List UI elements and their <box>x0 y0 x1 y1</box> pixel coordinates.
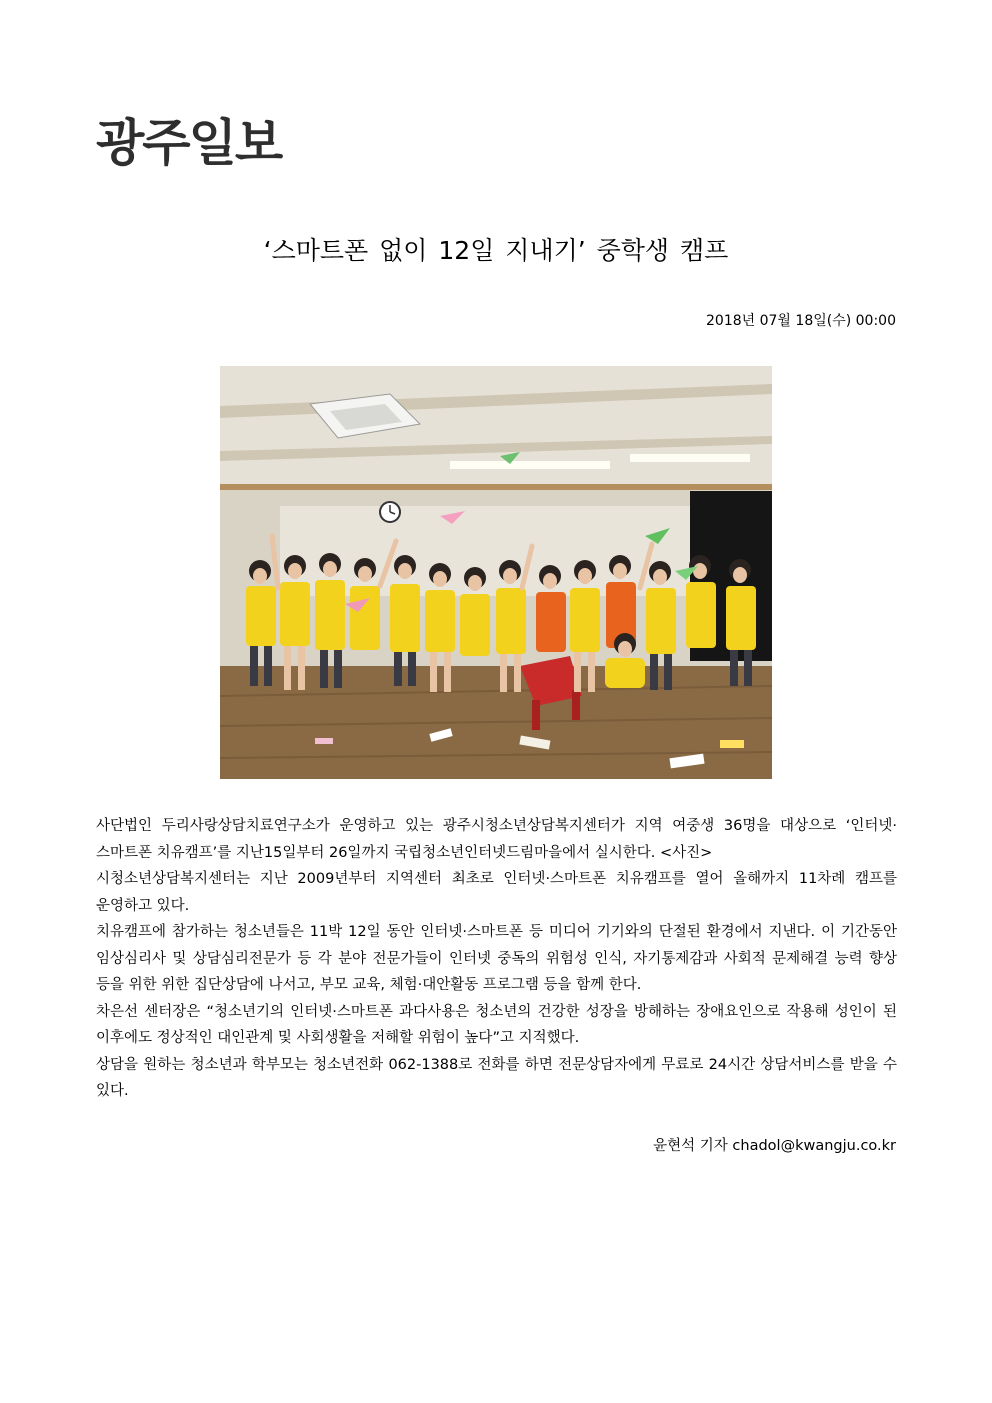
article-dateline: 2018년 07월 18일(수) 00:00 <box>706 313 896 329</box>
article-paragraph: 상담을 원하는 청소년과 학부모는 청소년전화 062-1388로 전화를 하면 전문상담자에게 무료로 24시간 상담서비스를 받을 수 있다. <box>96 1056 897 1099</box>
article-paragraph: 사단법인 두리사랑상담치료연구소가 운영하고 있는 광주시청소년상담복지센터가 지역 여중생 36명을 대상으로 ‘인터넷·스마트폰 치유캠프’를 지난15일부터 26일까지 국립청소년인터넷드림마을에서 실시한다. <사진> <box>96 818 897 861</box>
article-byline: 윤현석 기자 chadol@kwangju.co.kr <box>653 1138 896 1154</box>
newspaper-logo: 광주일보 <box>96 114 282 172</box>
group-photo-illustration <box>220 366 772 779</box>
article-paragraph: 치유캠프에 참가하는 청소년들은 11박 12일 동안 인터넷·스마트폰 등 미디어 기기와의 단절된 환경에서 지낸다. 이 기간동안 임상심리사 및 상담심리전문가 등 각 분야 전문가들이 인터넷 중독의 위험성 인식, 자기통제감과 사회적 문제해결 능력 향상 등을 위한 위한 집단상담에 나서고, 부모 교육, 체험·대안활동 프로그램 등을 함께 한다. <box>96 924 897 993</box>
article-photo <box>220 366 772 779</box>
article-paragraph: 시청소년상담복지센터는 지난 2009년부터 지역센터 최초로 인터넷·스마트폰 치유캠프를 열어 올해까지 11차례 캠프를 운영하고 있다. <box>96 871 897 914</box>
article-paragraph: 차은선 센터장은 “청소년기의 인터넷·스마트폰 과다사용은 청소년의 건강한 성장을 방해하는 장애요인으로 작용해 성인이 된 이후에도 정상적인 대인관계 및 사회생활을 저해할 위험이 높다”고 지적했다. <box>96 1003 897 1046</box>
article-headline: ‘스마트폰 없이 12일 지내기’ 중학생 캠프 <box>263 236 729 265</box>
article-body <box>96 813 897 1105</box>
